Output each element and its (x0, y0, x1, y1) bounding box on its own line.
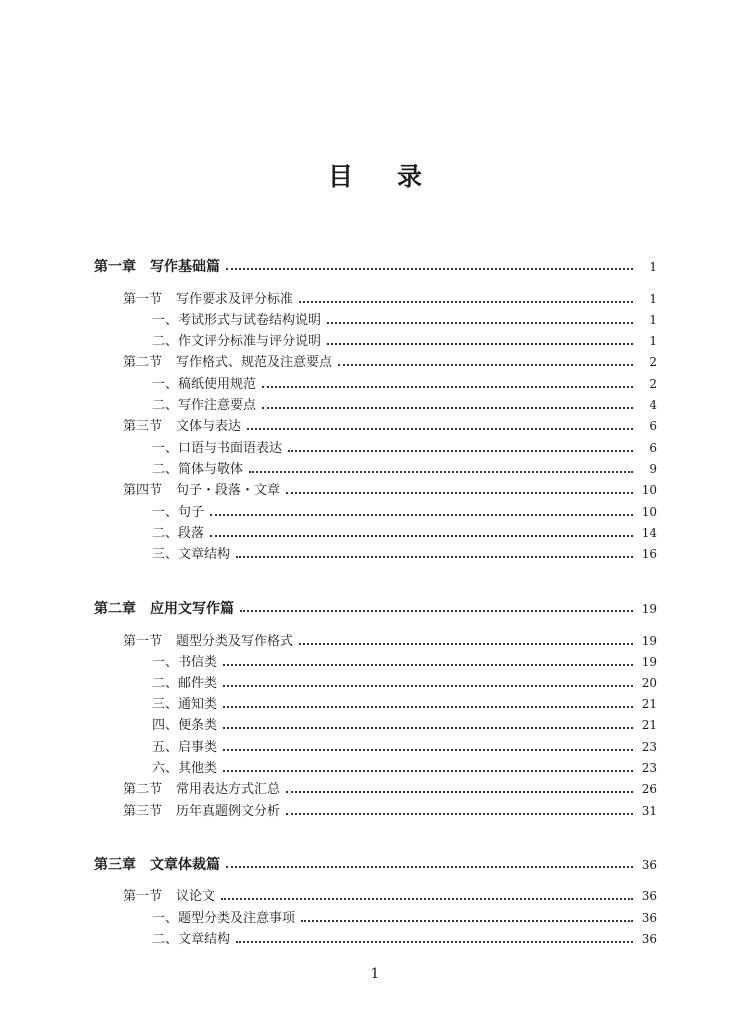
toc-page-number: 26 (641, 782, 657, 796)
toc-page-number: 16 (641, 547, 657, 561)
title-char-1: 目 (327, 162, 353, 191)
toc-section[interactable] (123, 481, 657, 500)
toc-item[interactable] (152, 759, 657, 778)
toc-section[interactable] (123, 417, 657, 436)
toc-chapter[interactable] (94, 856, 657, 874)
toc-page-number: 4 (649, 398, 657, 412)
toc-entry-title: 二、作文评分标准与评分说明 (152, 334, 322, 349)
toc-page-number: 1 (649, 292, 657, 306)
dot-leader (286, 791, 633, 793)
toc-item[interactable] (152, 738, 657, 757)
toc-entry-title: 文章体裁篇 (150, 857, 220, 873)
toc-page-number: 2 (649, 355, 657, 369)
toc-section[interactable] (123, 353, 657, 372)
toc-page-number: 1 (649, 260, 657, 274)
dot-leader (236, 556, 633, 558)
toc-page-number: 1 (649, 334, 657, 348)
toc-entry-title: 题型分类及写作格式 (176, 634, 294, 649)
dot-leader (223, 749, 633, 751)
toc-page-number: 36 (641, 889, 657, 903)
toc-section[interactable] (123, 802, 657, 821)
toc-item[interactable] (152, 909, 657, 928)
dot-leader (299, 301, 633, 303)
toc-entry-number: 第四节 (123, 483, 163, 498)
toc-page-number: 14 (641, 526, 657, 540)
toc-page-number: 10 (641, 483, 657, 497)
dot-leader (221, 898, 633, 900)
toc-item[interactable] (152, 524, 657, 543)
toc-item[interactable] (152, 545, 657, 564)
toc-entry-title: 五、启事类 (152, 740, 218, 755)
toc-entry-title: 文体与表达 (176, 419, 242, 434)
toc-entry-title: 写作格式、规范及注意要点 (176, 355, 333, 370)
toc-item[interactable] (152, 439, 657, 458)
toc-entry-title: 二、写作注意要点 (152, 398, 257, 413)
toc-entry-number: 第二节 (123, 782, 163, 797)
toc-page-number: 23 (641, 761, 657, 775)
dot-leader (327, 322, 633, 324)
page-title (0, 157, 750, 193)
toc-item[interactable] (152, 503, 657, 522)
dot-leader (338, 364, 633, 366)
toc-section[interactable] (123, 780, 657, 799)
toc-entry-number: 第二节 (123, 355, 163, 370)
toc-item[interactable] (152, 695, 657, 714)
toc-entry-title: 句子・段落・文章 (176, 483, 281, 498)
toc-page-number: 36 (641, 911, 657, 925)
toc-item[interactable] (152, 332, 657, 351)
dot-leader (286, 492, 633, 494)
dot-leader (210, 514, 633, 516)
dot-leader (240, 610, 633, 612)
toc-section[interactable] (123, 632, 657, 651)
page-number: 1 (370, 966, 380, 982)
toc-entry-number: 第一节 (123, 292, 163, 307)
dot-leader (223, 770, 633, 772)
toc-entry-title: 写作要求及评分标准 (176, 292, 294, 307)
toc-entry-title: 常用表达方式汇总 (176, 782, 281, 797)
dot-leader (223, 727, 633, 729)
dot-leader (327, 343, 633, 345)
toc-entry-title: 二、邮件类 (152, 676, 218, 691)
toc-entry-title: 写作基础篇 (150, 259, 220, 275)
toc-entry-title: 六、其他类 (152, 761, 218, 776)
toc-page-number: 9 (649, 462, 657, 476)
toc-item[interactable] (152, 396, 657, 415)
toc-entry-title: 二、文章结构 (152, 932, 231, 947)
toc-chapter[interactable] (94, 258, 657, 276)
toc-item[interactable] (152, 674, 657, 693)
dot-leader (262, 407, 633, 409)
toc-page-number: 19 (641, 634, 657, 648)
toc-entry-title: 一、书信类 (152, 655, 218, 670)
toc-entry-title: 四、便条类 (152, 718, 218, 733)
toc-entry-title: 议论文 (176, 889, 216, 904)
toc-item[interactable] (152, 375, 657, 394)
dot-leader (301, 920, 633, 922)
dot-leader (223, 685, 633, 687)
toc-page-number: 1 (649, 313, 657, 327)
toc-page-number: 19 (641, 655, 657, 669)
toc-page-number: 2 (649, 377, 657, 391)
toc-item[interactable] (152, 311, 657, 330)
dot-leader (247, 428, 633, 430)
title-char-2: 录 (397, 162, 423, 191)
toc-entry-title: 一、口语与书面语表达 (152, 441, 283, 456)
toc-section[interactable] (123, 887, 657, 906)
dot-leader (226, 866, 633, 868)
dot-leader (223, 706, 633, 708)
dot-leader (249, 471, 633, 473)
toc-page-number: 10 (641, 505, 657, 519)
toc-page-number: 20 (641, 676, 657, 690)
toc-entry-title: 一、题型分类及注意事项 (152, 911, 296, 926)
toc-entry-title: 一、稿纸使用规范 (152, 377, 257, 392)
toc-page-number: 21 (641, 718, 657, 732)
toc-entry-number: 第三节 (123, 419, 163, 434)
toc-page-number: 36 (641, 858, 657, 872)
dot-leader (223, 664, 633, 666)
toc-page-number: 36 (641, 932, 657, 946)
toc-entry-number: 第三节 (123, 804, 163, 819)
toc-entry-number: 第三章 (94, 857, 136, 873)
toc-page-number: 6 (649, 419, 657, 433)
toc-entry-number: 第一章 (94, 259, 136, 275)
toc-page-number: 21 (641, 697, 657, 711)
toc-item[interactable] (152, 653, 657, 672)
toc-entry-title: 三、文章结构 (152, 547, 231, 562)
toc-page-number: 19 (641, 602, 657, 616)
dot-leader (288, 450, 633, 452)
toc-chapter[interactable] (94, 600, 657, 618)
dot-leader (286, 813, 633, 815)
toc-entry-number: 第一节 (123, 634, 163, 649)
toc-entry-title: 一、考试形式与试卷结构说明 (152, 313, 322, 328)
toc-entry-title: 一、句子 (152, 505, 205, 520)
dot-leader (236, 941, 633, 943)
dot-leader (299, 643, 633, 645)
toc-entry-title: 应用文写作篇 (150, 601, 234, 617)
dot-leader (226, 268, 633, 270)
dot-leader (210, 535, 633, 537)
toc-entry-title: 三、通知类 (152, 697, 218, 712)
toc-page-number: 6 (649, 441, 657, 455)
toc-page-number: 23 (641, 740, 657, 754)
toc-entry-number: 第一节 (123, 889, 163, 904)
dot-leader (262, 386, 633, 388)
toc-entry-number: 第二章 (94, 601, 136, 617)
toc-entry-title: 二、段落 (152, 526, 205, 541)
toc-item[interactable] (152, 930, 657, 949)
toc-entry-title: 二、简体与敬体 (152, 462, 244, 477)
toc-item[interactable] (152, 716, 657, 735)
toc-section[interactable] (123, 290, 657, 309)
toc-item[interactable] (152, 460, 657, 479)
toc-page-number: 31 (641, 804, 657, 818)
toc-entry-title: 历年真题例文分析 (176, 804, 281, 819)
